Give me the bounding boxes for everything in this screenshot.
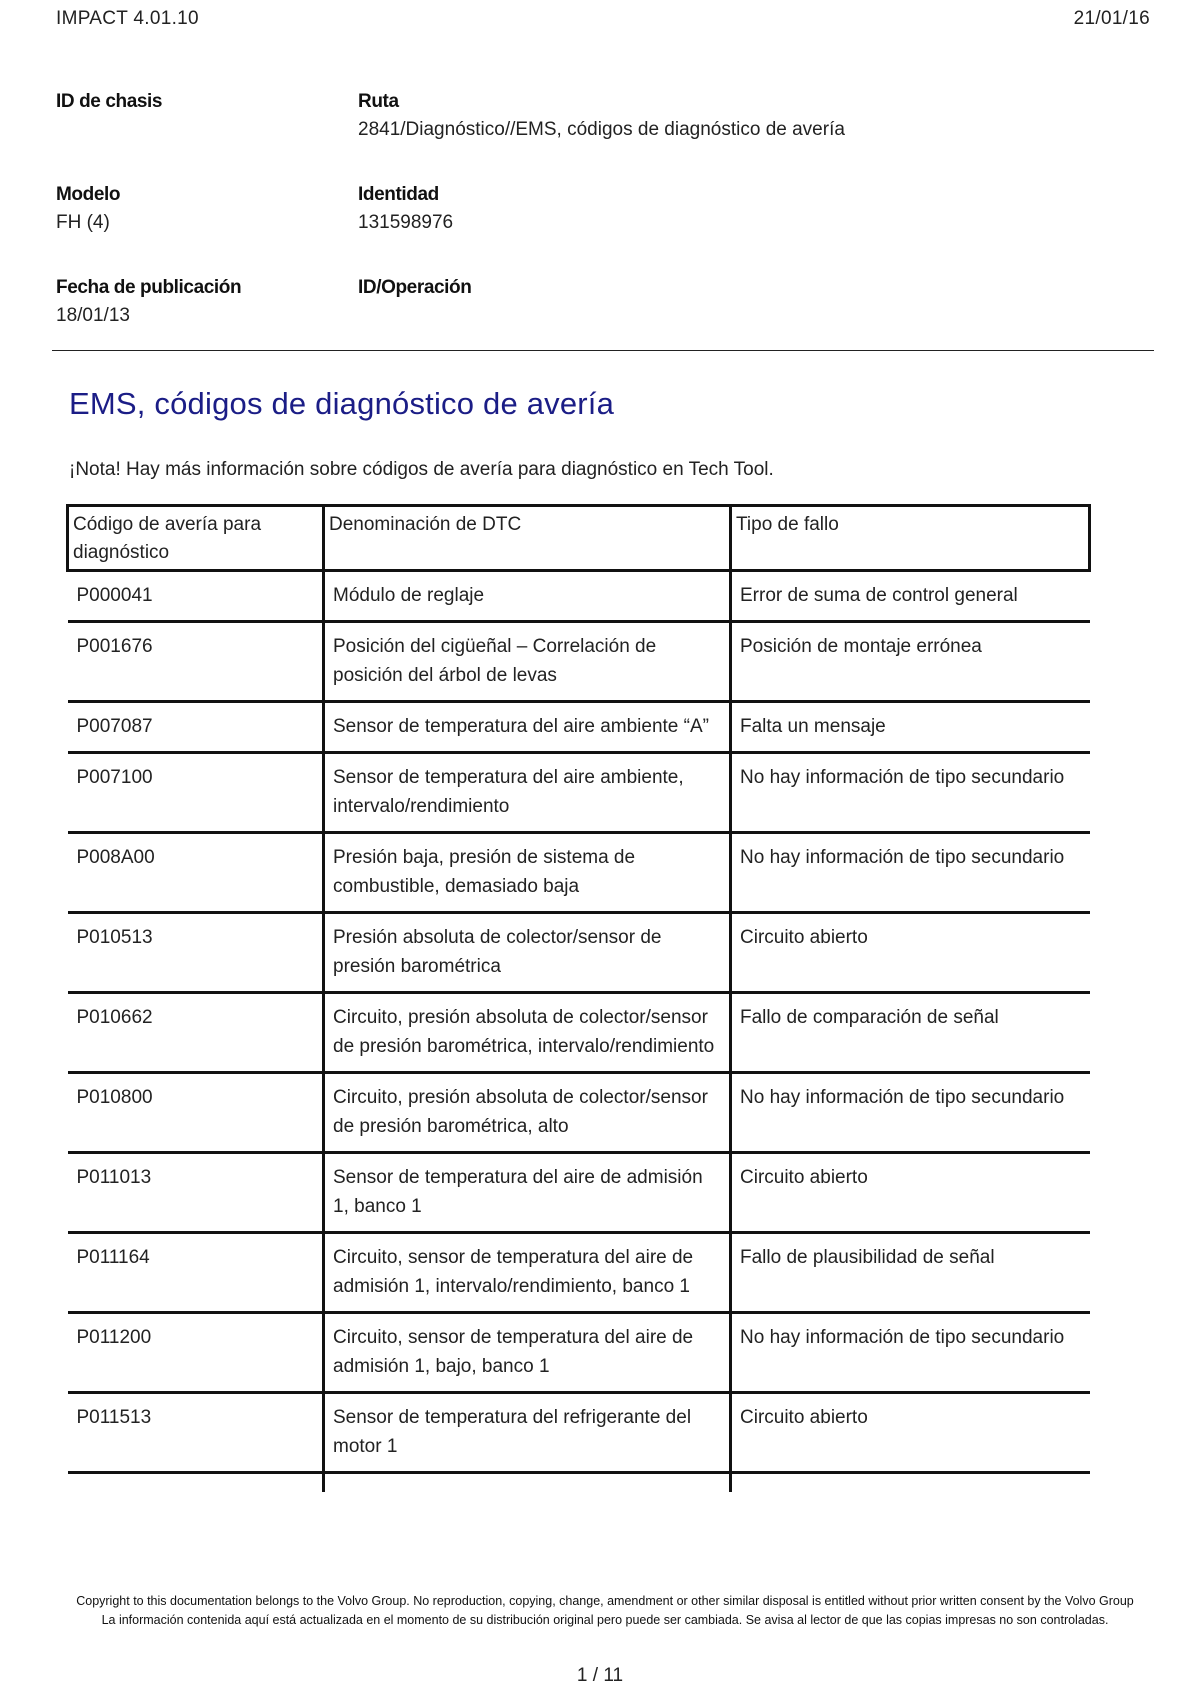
publication-date-field <box>56 274 358 367</box>
dtc-code-cell: P010513 <box>68 913 324 993</box>
identity-value: 131598976 <box>358 212 454 233</box>
dtc-code-cell: P001676 <box>68 622 324 702</box>
page-number: 1 / 11 <box>576 1665 624 1686</box>
route-field <box>358 88 1156 181</box>
dtc-name-cell: Módulo de reglaje <box>324 571 731 622</box>
dtc-code-cell: P011200 <box>68 1313 324 1393</box>
dtc-code-cell: P011164 <box>68 1233 324 1313</box>
table-row <box>68 1233 1090 1313</box>
table-row <box>68 622 1090 702</box>
operation-label: ID/Operación <box>358 277 472 298</box>
fault-type-cell: No hay información de tipo secundario <box>731 833 1090 913</box>
table-row <box>68 1153 1090 1233</box>
route-label: Ruta <box>358 91 399 112</box>
table-row <box>68 833 1090 913</box>
dtc-code-cell: P010800 <box>68 1073 324 1153</box>
dtc-name-cell: Sensor de temperatura del aire de admisión 1, banco 1 <box>324 1153 731 1233</box>
header-divider <box>52 350 1154 351</box>
fault-type-cell: Posición de montaje errónea <box>731 622 1090 702</box>
dtc-name-cell: Sensor de temperatura del refrigerante del motor 1 <box>324 1393 731 1473</box>
dtc-name-cell: Sensor de temperatura del aire ambiente, intervalo/rendimiento <box>324 753 731 833</box>
publication-date-label: Fecha de publicación <box>56 277 242 298</box>
fault-type-cell: Falta un mensaje <box>731 702 1090 753</box>
dtc-name-cell: Sensor de temperatura del aire ambiente “A” <box>324 702 731 753</box>
identity-field <box>358 181 1156 274</box>
empty-cell <box>68 1473 324 1493</box>
identity-label: Identidad <box>358 184 439 205</box>
table-row <box>68 1073 1090 1153</box>
table-body <box>68 571 1090 1493</box>
copyright-notice: Copyright to this documentation belongs to the Volvo Group. No reproduction, copying, change, amendment or other similar disposal is entitled without prior written consent by the Volvo Group <box>76 1594 1134 1608</box>
fault-type-cell: Fallo de plausibilidad de señal <box>731 1233 1090 1313</box>
fault-type-cell: Fallo de comparación de señal <box>731 993 1090 1073</box>
document-metadata <box>56 88 1156 367</box>
table-row <box>68 571 1090 622</box>
table-row <box>68 993 1090 1073</box>
table-row <box>68 1313 1090 1393</box>
empty-cell <box>731 1473 1090 1493</box>
dtc-name-cell: Circuito, presión absoluta de colector/sensor de presión barométrica, alto <box>324 1073 731 1153</box>
header-fault-type: Tipo de fallo <box>731 506 1090 571</box>
header-dtc-code: Código de avería para diagnóstico <box>68 506 324 571</box>
operation-field <box>358 274 1156 367</box>
chassis-field <box>56 88 358 181</box>
table-header-row <box>68 506 1090 571</box>
disclaimer-notice: La información contenida aquí está actualizada en el momento de su distribución original pero puede ser cambiada. Se avisa al lector de que las copias impresas no son controladas. <box>101 1613 1109 1627</box>
chassis-label: ID de chasis <box>56 91 163 112</box>
table-continuation-row <box>68 1473 1090 1493</box>
document-title: EMS, códigos de diagnóstico de avería <box>69 386 615 421</box>
dtc-name-cell: Presión baja, presión de sistema de combustible, demasiado baja <box>324 833 731 913</box>
table-row <box>68 913 1090 993</box>
dtc-code-cell: P011013 <box>68 1153 324 1233</box>
dtc-table-container <box>66 504 1088 1492</box>
empty-cell <box>324 1473 731 1493</box>
fault-type-cell: Circuito abierto <box>731 913 1090 993</box>
fault-type-cell: Circuito abierto <box>731 1153 1090 1233</box>
dtc-code-cell: P007100 <box>68 753 324 833</box>
print-date: 21/01/16 <box>1073 8 1150 29</box>
model-label: Modelo <box>56 184 121 205</box>
dtc-code-cell: P008A00 <box>68 833 324 913</box>
fault-type-cell: Circuito abierto <box>731 1393 1090 1473</box>
note-text: ¡Nota! Hay más información sobre códigos de avería para diagnóstico en Tech Tool. <box>69 459 774 480</box>
model-value: FH (4) <box>56 212 110 233</box>
dtc-name-cell: Circuito, sensor de temperatura del aire de admisión 1, bajo, banco 1 <box>324 1313 731 1393</box>
fault-type-cell: No hay información de tipo secundario <box>731 1073 1090 1153</box>
model-field <box>56 181 358 274</box>
fault-type-cell: No hay información de tipo secundario <box>731 1313 1090 1393</box>
dtc-code-cell: P000041 <box>68 571 324 622</box>
dtc-name-cell: Posición del cigüeñal – Correlación de posición del árbol de levas <box>324 622 731 702</box>
route-value: 2841/Diagnóstico//EMS, códigos de diagnóstico de avería <box>358 119 845 140</box>
footer <box>50 1592 1160 1630</box>
table-row <box>68 753 1090 833</box>
app-version: IMPACT 4.01.10 <box>56 8 199 29</box>
header-dtc-name: Denominación de DTC <box>324 506 731 571</box>
dtc-code-cell: P011513 <box>68 1393 324 1473</box>
table-row <box>68 1393 1090 1473</box>
dtc-code-cell: P007087 <box>68 702 324 753</box>
dtc-code-cell: P010662 <box>68 993 324 1073</box>
fault-type-cell: Error de suma de control general <box>731 571 1090 622</box>
fault-type-cell: No hay información de tipo secundario <box>731 753 1090 833</box>
dtc-name-cell: Circuito, sensor de temperatura del aire de admisión 1, intervalo/rendimiento, banco 1 <box>324 1233 731 1313</box>
dtc-table <box>66 504 1091 1492</box>
dtc-name-cell: Presión absoluta de colector/sensor de presión barométrica <box>324 913 731 993</box>
table-row <box>68 702 1090 753</box>
publication-date-value: 18/01/13 <box>56 305 130 326</box>
dtc-name-cell: Circuito, presión absoluta de colector/sensor de presión barométrica, intervalo/rendimiento <box>324 993 731 1073</box>
